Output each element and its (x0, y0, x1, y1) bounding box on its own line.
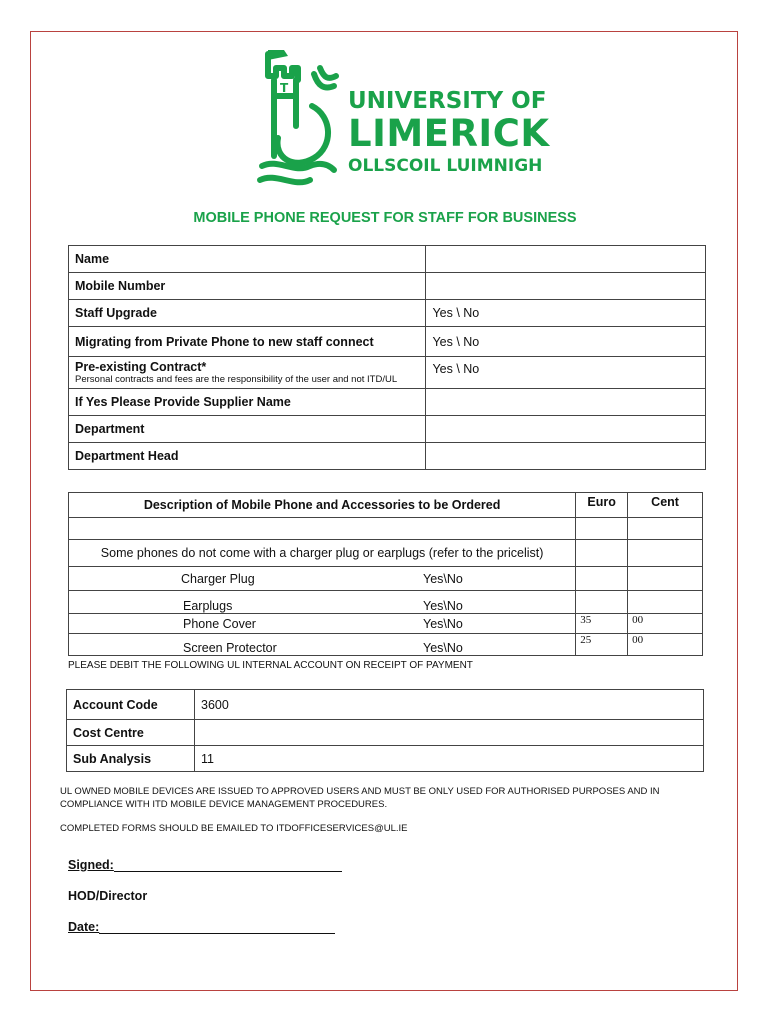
item-choice[interactable]: Yes\No (423, 599, 463, 613)
order-item-screen-protector (69, 634, 576, 656)
item-name: Earplugs (183, 599, 233, 613)
item-cent[interactable] (628, 567, 703, 591)
order-description-field[interactable] (69, 518, 576, 540)
account-table (66, 689, 704, 772)
pre-existing-contract-label: Pre-existing Contract* (75, 360, 207, 374)
item-euro[interactable] (576, 591, 628, 614)
label-department: Department (69, 416, 426, 443)
label-pre-existing-contract (69, 357, 426, 389)
item-name: Screen Protector (183, 641, 277, 655)
label-supplier-name: If Yes Please Provide Supplier Name (69, 389, 426, 416)
item-choice[interactable]: Yes\No (423, 641, 463, 655)
item-euro[interactable] (576, 567, 628, 591)
order-item-phone-cover (69, 614, 576, 634)
euro-header: Euro (576, 493, 628, 518)
item-cent[interactable]: 00 (628, 634, 703, 656)
item-euro[interactable]: 35 (576, 614, 628, 634)
pre-existing-contract-choice[interactable]: Yes \ No (426, 357, 706, 389)
item-name: Phone Cover (183, 616, 256, 631)
logo-line-1: UNIVERSITY OF (348, 88, 547, 114)
date-row (68, 920, 335, 934)
item-choice[interactable]: Yes\No (423, 616, 463, 631)
label-department-head: Department Head (69, 443, 426, 470)
item-name: Charger Plug (181, 571, 255, 586)
note-euro-cell (576, 540, 628, 567)
name-field[interactable] (426, 246, 706, 273)
date-line[interactable] (99, 921, 335, 934)
logo-emblem-icon (254, 46, 344, 196)
signed-label: Signed: (68, 858, 114, 872)
order-item-earplugs (69, 591, 576, 614)
logo-line-3: OLLSCOIL LUIMNIGH (348, 156, 543, 176)
cost-centre-field[interactable] (195, 720, 704, 746)
sub-analysis-field[interactable]: 11 (195, 746, 704, 772)
order-description-header: Description of Mobile Phone and Accessories to be Ordered (69, 493, 576, 518)
migrating-choice[interactable]: Yes \ No (426, 327, 706, 357)
euro-field[interactable] (576, 518, 628, 540)
account-code-field[interactable]: 3600 (195, 690, 704, 720)
signed-row (68, 858, 342, 872)
request-table (68, 245, 706, 470)
order-item-charger (69, 567, 576, 591)
cent-header: Cent (628, 493, 703, 518)
compliance-note: UL OWNED MOBILE DEVICES ARE ISSUED TO APPROVED USERS AND MUST BE ONLY USED FOR AUTHORISED PURPOSES AND IN COMPLIANCE WITH ITD MOBILE DEVICE MANAGEMENT PROCEDURES. (60, 786, 660, 810)
label-staff-upgrade: Staff Upgrade (69, 300, 426, 327)
date-label: Date: (68, 920, 100, 934)
label-sub-analysis: Sub Analysis (67, 746, 195, 772)
department-head-field[interactable] (426, 443, 706, 470)
signed-line[interactable] (114, 859, 342, 872)
item-cent[interactable]: 00 (628, 614, 703, 634)
item-cent[interactable] (628, 591, 703, 614)
label-mobile-number: Mobile Number (69, 273, 426, 300)
cent-field[interactable] (628, 518, 703, 540)
item-euro[interactable]: 25 (576, 634, 628, 656)
label-migrating: Migrating from Private Phone to new staff connect (69, 327, 426, 357)
university-logo (254, 46, 564, 196)
item-choice[interactable]: Yes\No (423, 571, 463, 586)
staff-upgrade-choice[interactable]: Yes \ No (426, 300, 706, 327)
charger-note: Some phones do not come with a charger plug or earplugs (refer to the pricelist) (69, 540, 576, 567)
label-cost-centre: Cost Centre (67, 720, 195, 746)
note-cent-cell (628, 540, 703, 567)
order-table (68, 492, 703, 656)
form-title: MOBILE PHONE REQUEST FOR STAFF FOR BUSINESS (193, 210, 577, 226)
hod-director-label: HOD/Director (68, 889, 148, 903)
department-field[interactable] (426, 416, 706, 443)
mobile-number-field[interactable] (426, 273, 706, 300)
contract-note: Personal contracts and fees are the responsibility of the user and not ITD/UL (75, 374, 398, 385)
label-account-code: Account Code (67, 690, 195, 720)
debit-instruction: PLEASE DEBIT THE FOLLOWING UL INTERNAL ACCOUNT ON RECEIPT OF PAYMENT (68, 660, 473, 671)
logo-line-2: LIMERICK (348, 112, 550, 155)
svg-text:T: T (280, 81, 289, 95)
label-name: Name (69, 246, 426, 273)
email-note: COMPLETED FORMS SHOULD BE EMAILED TO ITDOFFICESERVICES@UL.IE (60, 823, 408, 834)
supplier-name-field[interactable] (426, 389, 706, 416)
